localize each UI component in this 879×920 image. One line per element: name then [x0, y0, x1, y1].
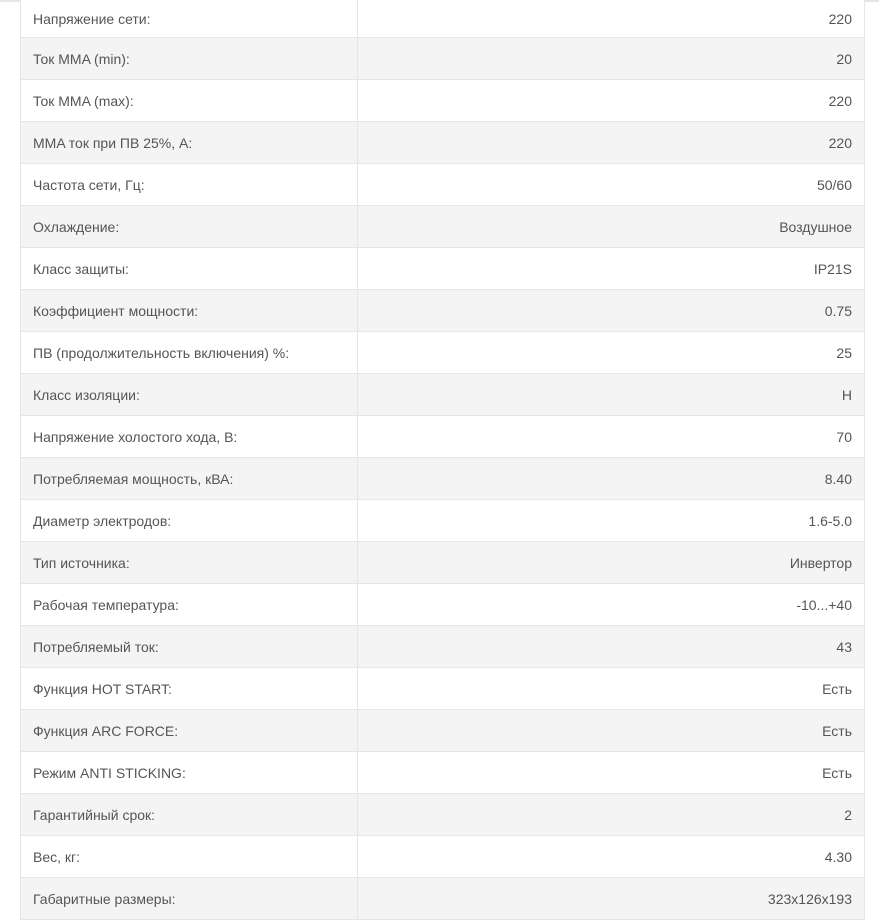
spec-name: MMA ток при ПВ 25%, А: [21, 122, 358, 164]
spec-value: 220 [358, 80, 865, 122]
spec-value: 43 [358, 626, 865, 668]
spec-name: Тип источника: [21, 542, 358, 584]
spec-row-mma-current-max [21, 80, 865, 122]
spec-name: Рабочая температура: [21, 584, 358, 626]
spec-value: 1.6-5.0 [358, 500, 865, 542]
spec-row-arc-force [21, 710, 865, 752]
spec-name: Вес, кг: [21, 836, 358, 878]
spec-name: Напряжение сети: [21, 0, 358, 38]
spec-name: Ток MMA (min): [21, 38, 358, 80]
spec-name: ПВ (продолжительность включения) %: [21, 332, 358, 374]
spec-value: 323x126x193 [358, 878, 865, 920]
spec-name: Функция ARC FORCE: [21, 710, 358, 752]
spec-row-electrode-diameter [21, 500, 865, 542]
spec-row-duty-cycle [21, 332, 865, 374]
spec-name: Класс защиты: [21, 248, 358, 290]
spec-name: Диаметр электродов: [21, 500, 358, 542]
specifications-section [20, 0, 865, 920]
spec-value: 220 [358, 0, 865, 38]
spec-value: 20 [358, 38, 865, 80]
spec-row-mains-voltage [21, 0, 865, 38]
spec-value: Есть [358, 710, 865, 752]
spec-value: Есть [358, 668, 865, 710]
spec-name: Режим ANTI STICKING: [21, 752, 358, 794]
spec-row-source-type [21, 542, 865, 584]
spec-name: Класс изоляции: [21, 374, 358, 416]
spec-row-warranty [21, 794, 865, 836]
spec-value: 0.75 [358, 290, 865, 332]
spec-row-weight [21, 836, 865, 878]
spec-value: 50/60 [358, 164, 865, 206]
spec-name: Гарантийный срок: [21, 794, 358, 836]
spec-row-open-circuit-voltage [21, 416, 865, 458]
spec-row-dimensions [21, 878, 865, 920]
spec-value: Инвертор [358, 542, 865, 584]
spec-name: Коэффициент мощности: [21, 290, 358, 332]
spec-row-mma-current-duty-25 [21, 122, 865, 164]
spec-row-operating-temperature [21, 584, 865, 626]
spec-value: H [358, 374, 865, 416]
spec-name: Частота сети, Гц: [21, 164, 358, 206]
spec-value: Есть [358, 752, 865, 794]
spec-row-protection-class [21, 248, 865, 290]
spec-value: 2 [358, 794, 865, 836]
spec-row-mma-current-min [21, 38, 865, 80]
spec-name: Функция HOT START: [21, 668, 358, 710]
spec-row-hot-start [21, 668, 865, 710]
spec-value: Воздушное [358, 206, 865, 248]
spec-value: IP21S [358, 248, 865, 290]
spec-row-anti-sticking [21, 752, 865, 794]
spec-name: Потребляемая мощность, кВА: [21, 458, 358, 500]
spec-row-power-consumption [21, 458, 865, 500]
spec-value: 8.40 [358, 458, 865, 500]
spec-name: Охлаждение: [21, 206, 358, 248]
spec-value: 70 [358, 416, 865, 458]
spec-row-insulation-class [21, 374, 865, 416]
spec-row-power-factor [21, 290, 865, 332]
spec-row-cooling [21, 206, 865, 248]
specifications-table [20, 0, 865, 920]
spec-value: 4.30 [358, 836, 865, 878]
spec-name: Потребляемый ток: [21, 626, 358, 668]
spec-value: 25 [358, 332, 865, 374]
spec-row-current-consumption [21, 626, 865, 668]
specifications-table-body [21, 0, 865, 920]
spec-name: Ток MMA (max): [21, 80, 358, 122]
spec-name: Напряжение холостого хода, В: [21, 416, 358, 458]
spec-row-mains-frequency [21, 164, 865, 206]
spec-value: -10...+40 [358, 584, 865, 626]
spec-value: 220 [358, 122, 865, 164]
spec-name: Габаритные размеры: [21, 878, 358, 920]
